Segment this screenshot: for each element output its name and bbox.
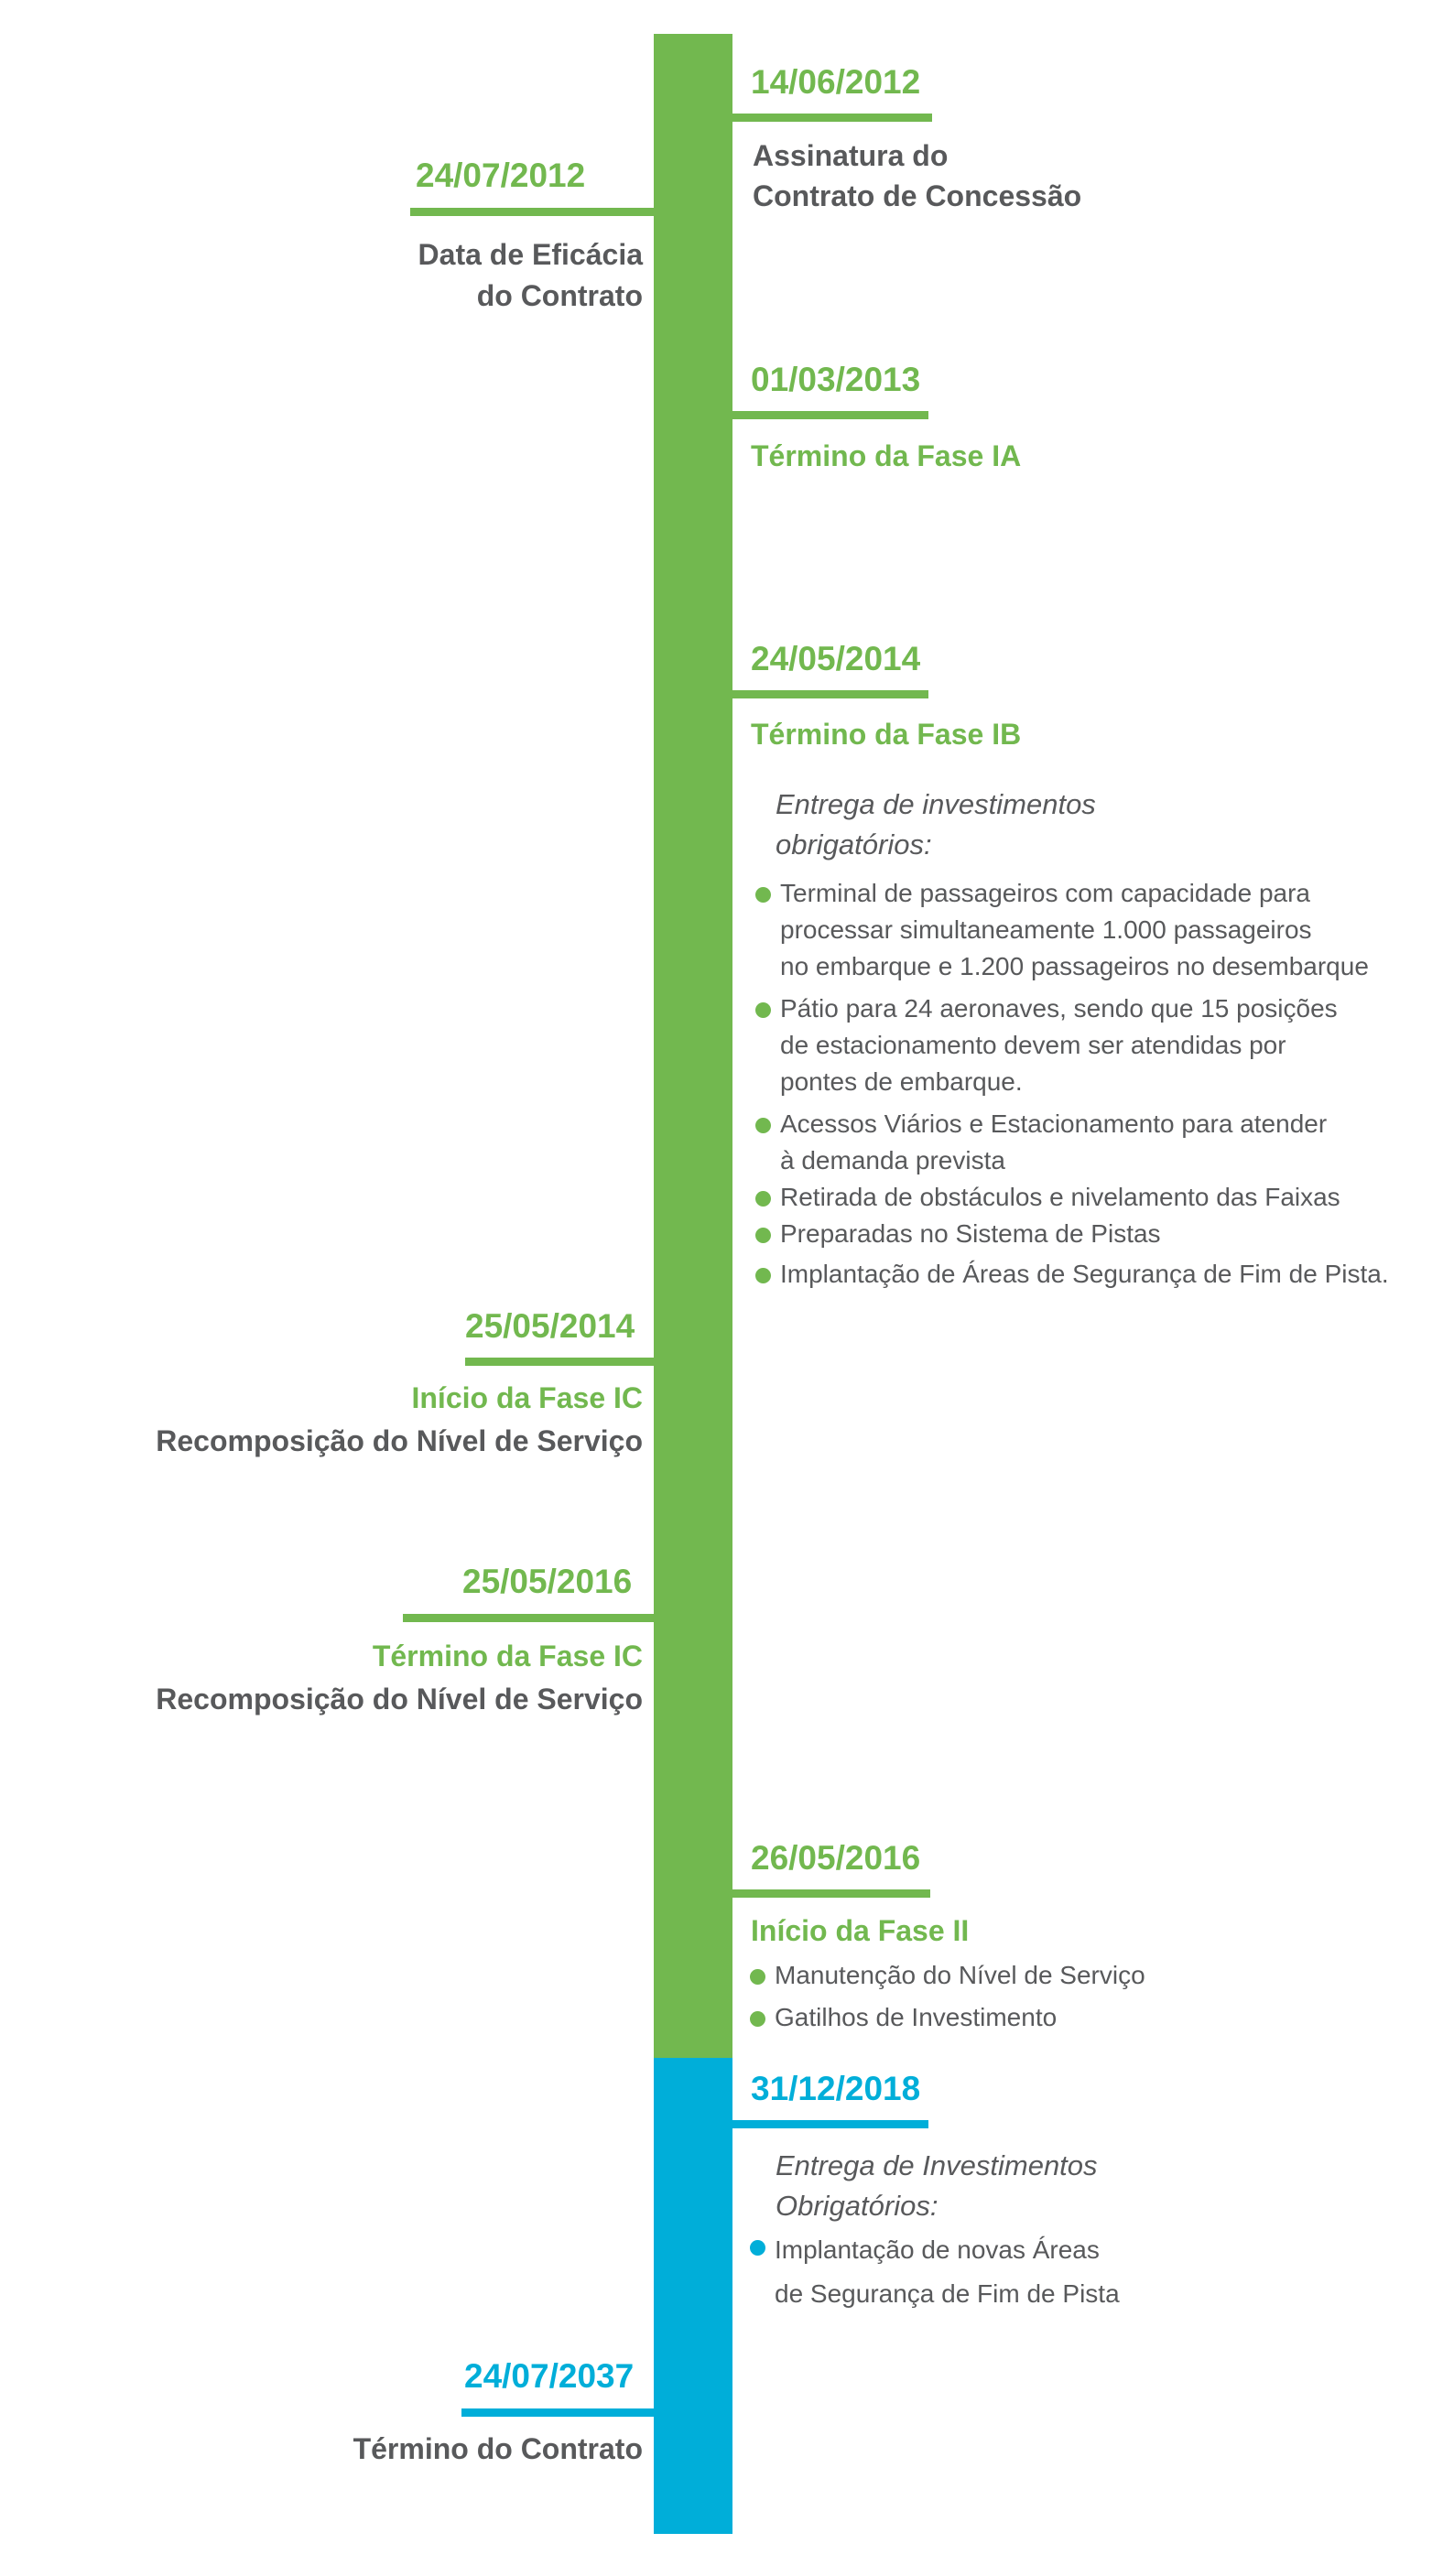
event-connector-line	[465, 1358, 654, 1366]
event-title-line: Contrato de Concessão	[753, 179, 1082, 212]
event-connector-line	[732, 1889, 930, 1898]
event-date: 24/07/2012	[416, 157, 586, 194]
timeline-axis-blue	[654, 2058, 732, 2534]
timeline-axis-green	[654, 34, 732, 2058]
event-title-line: Data de Eficácia	[418, 238, 643, 271]
event-phase: Término da Fase IC	[372, 1640, 643, 1672]
bullet-item: Implantação de novas Áreas de Segurança de Fim de Pista	[775, 2228, 1120, 2316]
event-note-line: obrigatórios:	[776, 828, 932, 860]
event-title-line: Assinatura do	[753, 139, 949, 172]
event-connector-line	[732, 114, 932, 122]
bullet-item: Gatilhos de Investimento	[775, 1999, 1057, 2036]
event-phase: Término da Fase IB	[751, 718, 1022, 751]
event-date: 24/07/2037	[464, 2357, 635, 2395]
event-note-line: Entrega de Investimentos	[776, 2149, 1098, 2181]
bullet-item: Manutenção do Nível de Serviço	[775, 1957, 1145, 1994]
bullet-item: Terminal de passageiros com capacidade para processar simultaneamente 1.000 passageiros no embarque e 1.200 passageiros no desembarque	[780, 875, 1369, 985]
event-connector-line	[461, 2408, 654, 2417]
event-connector-line	[403, 1614, 654, 1622]
event-connector-line	[732, 411, 928, 419]
event-connector-line	[410, 208, 654, 216]
bullet-item: Retirada de obstáculos e nivelamento das Faixas	[780, 1179, 1340, 1216]
event-note-line: Entrega de investimentos	[776, 788, 1096, 820]
event-date: 14/06/2012	[751, 63, 921, 101]
event-note-line: Obrigatórios:	[776, 2190, 938, 2222]
event-date: 24/05/2014	[751, 640, 921, 677]
event-title-line: do Contrato	[476, 279, 643, 312]
event-subtitle: Recomposição do Nível de Serviço	[156, 1683, 643, 1716]
event-connector-line	[732, 690, 928, 698]
event-date: 26/05/2016	[751, 1839, 921, 1877]
event-phase: Término da Fase IA	[751, 439, 1022, 472]
event-title-line: Término do Contrato	[353, 2432, 643, 2465]
event-date: 01/03/2013	[751, 361, 921, 398]
event-date: 25/05/2016	[462, 1563, 633, 1600]
event-date: 31/12/2018	[751, 2070, 921, 2107]
bullet-item: Preparadas no Sistema de Pistas	[780, 1216, 1161, 1252]
event-connector-line	[732, 2120, 928, 2128]
event-date: 25/05/2014	[465, 1307, 635, 1345]
bullet-item: Implantação de Áreas de Segurança de Fim de Pista.	[780, 1256, 1389, 1293]
bullet-item: Acessos Viários e Estacionamento para atender à demanda prevista	[780, 1106, 1327, 1179]
event-subtitle: Recomposição do Nível de Serviço	[156, 1424, 643, 1457]
event-phase: Início da Fase II	[751, 1914, 970, 1947]
bullet-item: Pátio para 24 aeronaves, sendo que 15 posições de estacionamento devem ser atendidas por pontes de embarque.	[780, 990, 1338, 1100]
event-phase: Início da Fase IC	[411, 1381, 643, 1414]
